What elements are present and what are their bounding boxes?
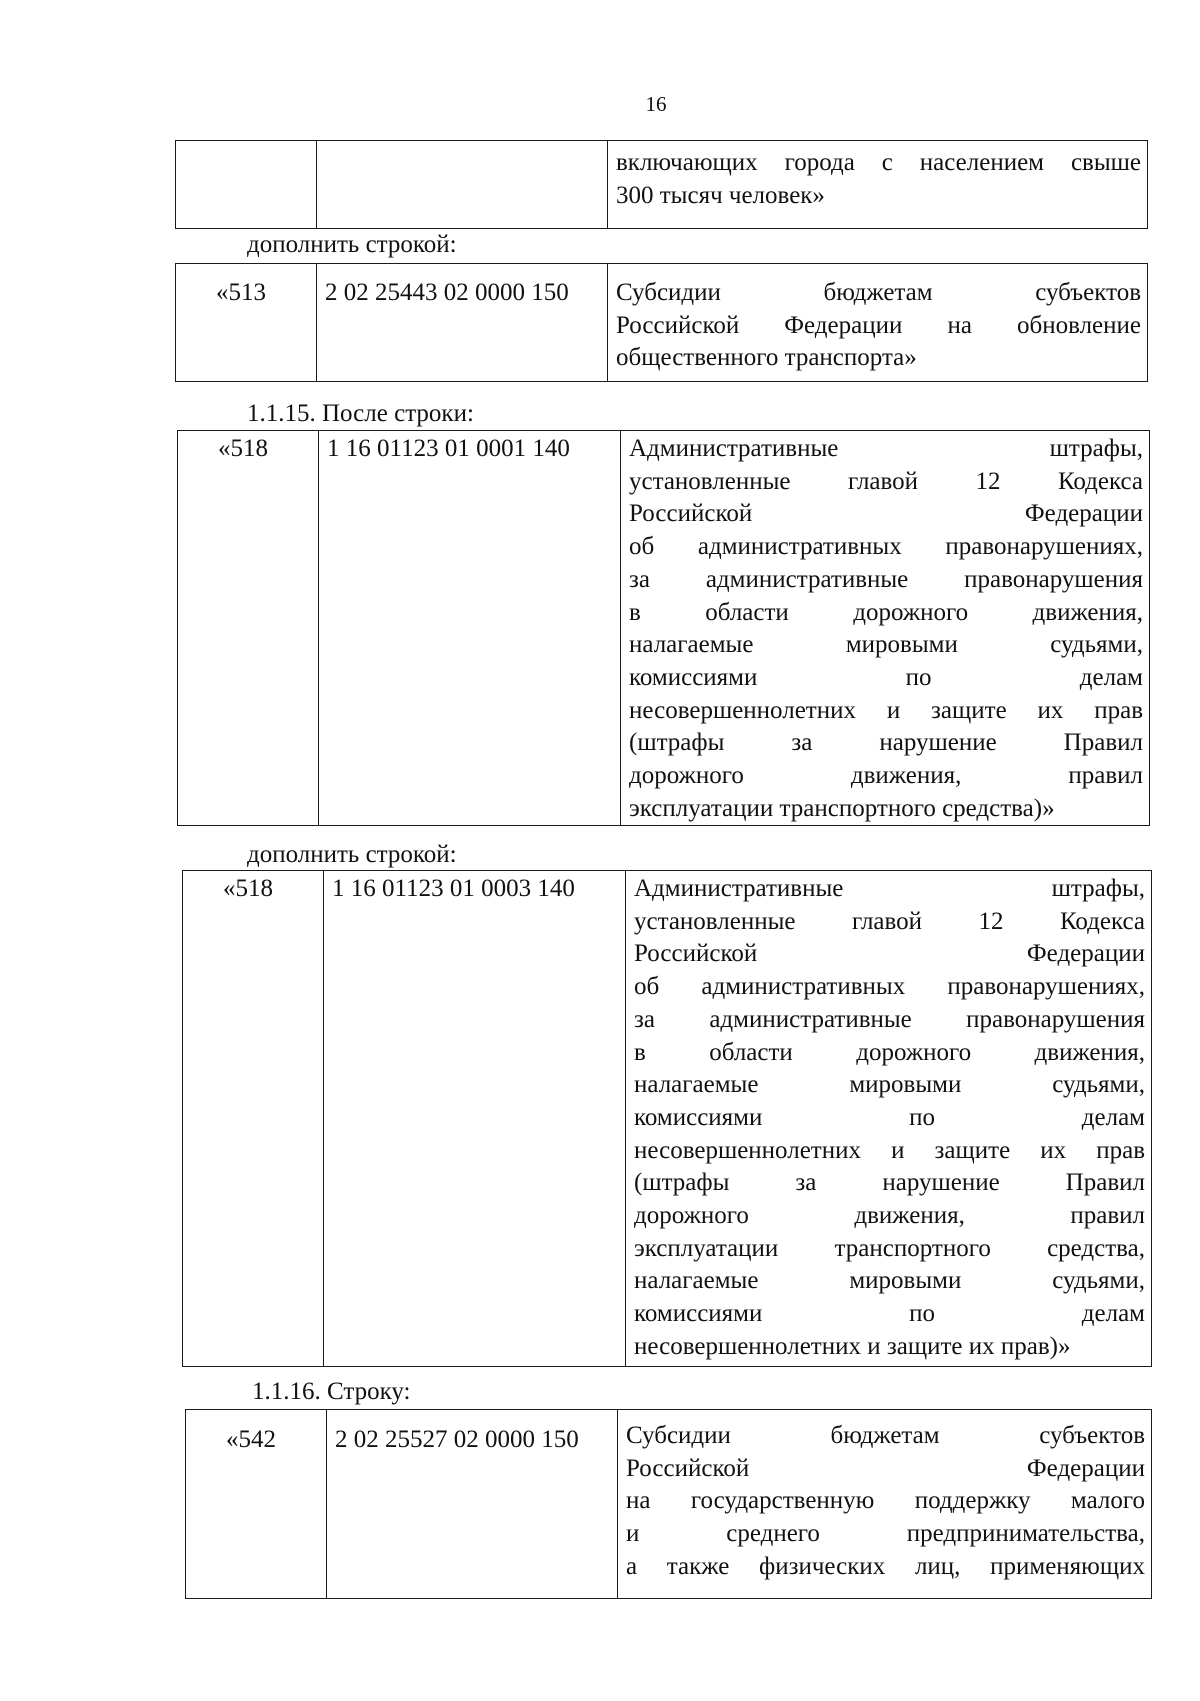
text-line: Российской Федерации (634, 940, 1145, 968)
table-row (178, 431, 1150, 826)
text-line: Субсидии бюджетам субъектов (616, 279, 1141, 306)
text-line: несовершеннолетних и защите их прав (634, 1136, 1145, 1164)
text-line: Административные штрафы, (629, 435, 1143, 462)
row-number-cell: «542 (186, 1410, 327, 1599)
row-text-cell (621, 431, 1150, 826)
row-number-cell: «513 (176, 264, 317, 382)
row-text-cell (608, 264, 1148, 382)
text-line: а также физических лиц, применяющих (626, 1552, 1145, 1580)
text-line: 300 тысяч человек» (616, 181, 825, 209)
row-code-cell: 1 16 01123 01 0001 140 (319, 431, 621, 826)
row-text-cell (608, 141, 1148, 229)
row-code-cell: 1 16 01123 01 0003 140 (324, 871, 626, 1367)
row-code-cell: 2 02 25443 02 0000 150 (317, 264, 608, 382)
text-line: несовершеннолетних и защите их прав)» (634, 1332, 1071, 1360)
text-line: Российской Федерации (629, 500, 1143, 528)
text-line: налагаемые мировыми судьями, (634, 1071, 1145, 1099)
page-number: 16 (645, 92, 667, 116)
text-line: налагаемые мировыми судьями, (629, 631, 1143, 659)
text-line: (штрафы за нарушение Правил (629, 729, 1143, 757)
text-line: в области дорожного движения, (634, 1038, 1145, 1066)
table-row-542 (185, 1409, 1152, 1599)
table-row-518-new (182, 870, 1152, 1367)
text-line: за административные правонарушения (634, 1005, 1145, 1033)
text-line: установленные главой 12 Кодекса (629, 467, 1143, 495)
table-row (176, 264, 1148, 382)
text-line: Российской Федерации (626, 1454, 1145, 1482)
text-line: эксплуатации транспортного средства)» (629, 794, 1055, 822)
row-number-cell (176, 141, 317, 229)
table-row (186, 1410, 1152, 1599)
table-row (176, 141, 1148, 229)
text-line: об административных правонарушениях, (634, 973, 1145, 1001)
intro-text: 1.1.15. После строки: (247, 400, 474, 427)
table-continuation (175, 140, 1148, 229)
text-line: Субсидии бюджетам субъектов (626, 1422, 1145, 1449)
row-code-cell: 2 02 25527 02 0000 150 (327, 1410, 618, 1599)
intro-text: дополнить строкой: (247, 231, 457, 258)
text-line: общественного транспорта» (616, 344, 917, 372)
text-line: несовершеннолетних и защите их прав (629, 696, 1143, 724)
row-code-cell (317, 141, 608, 229)
text-line: эксплуатации транспортного средства, (634, 1234, 1145, 1262)
text-line: комиссиями по делам (629, 663, 1143, 691)
text-line: и среднего предпринимательства, (626, 1520, 1145, 1548)
table-row-518-old (177, 430, 1150, 826)
text-line: (штрафы за нарушение Правил (634, 1169, 1145, 1197)
row-text-cell (618, 1410, 1152, 1599)
text-line: на государственную поддержку малого (626, 1487, 1145, 1515)
table-row (183, 871, 1152, 1367)
text-line: комиссиями по делам (634, 1103, 1145, 1131)
text-line: Российской Федерации на обновление (616, 311, 1141, 339)
text-line: комиссиями по делам (634, 1300, 1145, 1328)
text-line: об административных правонарушениях, (629, 533, 1143, 561)
intro-text: дополнить строкой: (247, 841, 457, 868)
text-line: включающих города с населением свыше (616, 149, 1141, 176)
intro-text: 1.1.16. Строку: (252, 1378, 411, 1405)
text-line: за административные правонарушения (629, 565, 1143, 593)
text-line: в области дорожного движения, (629, 598, 1143, 626)
text-line: установленные главой 12 Кодекса (634, 907, 1145, 935)
text-line: дорожного движения, правил (629, 762, 1143, 790)
text-line: налагаемые мировыми судьями, (634, 1267, 1145, 1295)
row-number-cell: «518 (178, 431, 319, 826)
row-text-cell (626, 871, 1152, 1367)
text-line: дорожного движения, правил (634, 1202, 1145, 1230)
table-row-513 (175, 263, 1148, 382)
text-line: Административные штрафы, (634, 875, 1145, 902)
row-number-cell: «518 (183, 871, 324, 1367)
